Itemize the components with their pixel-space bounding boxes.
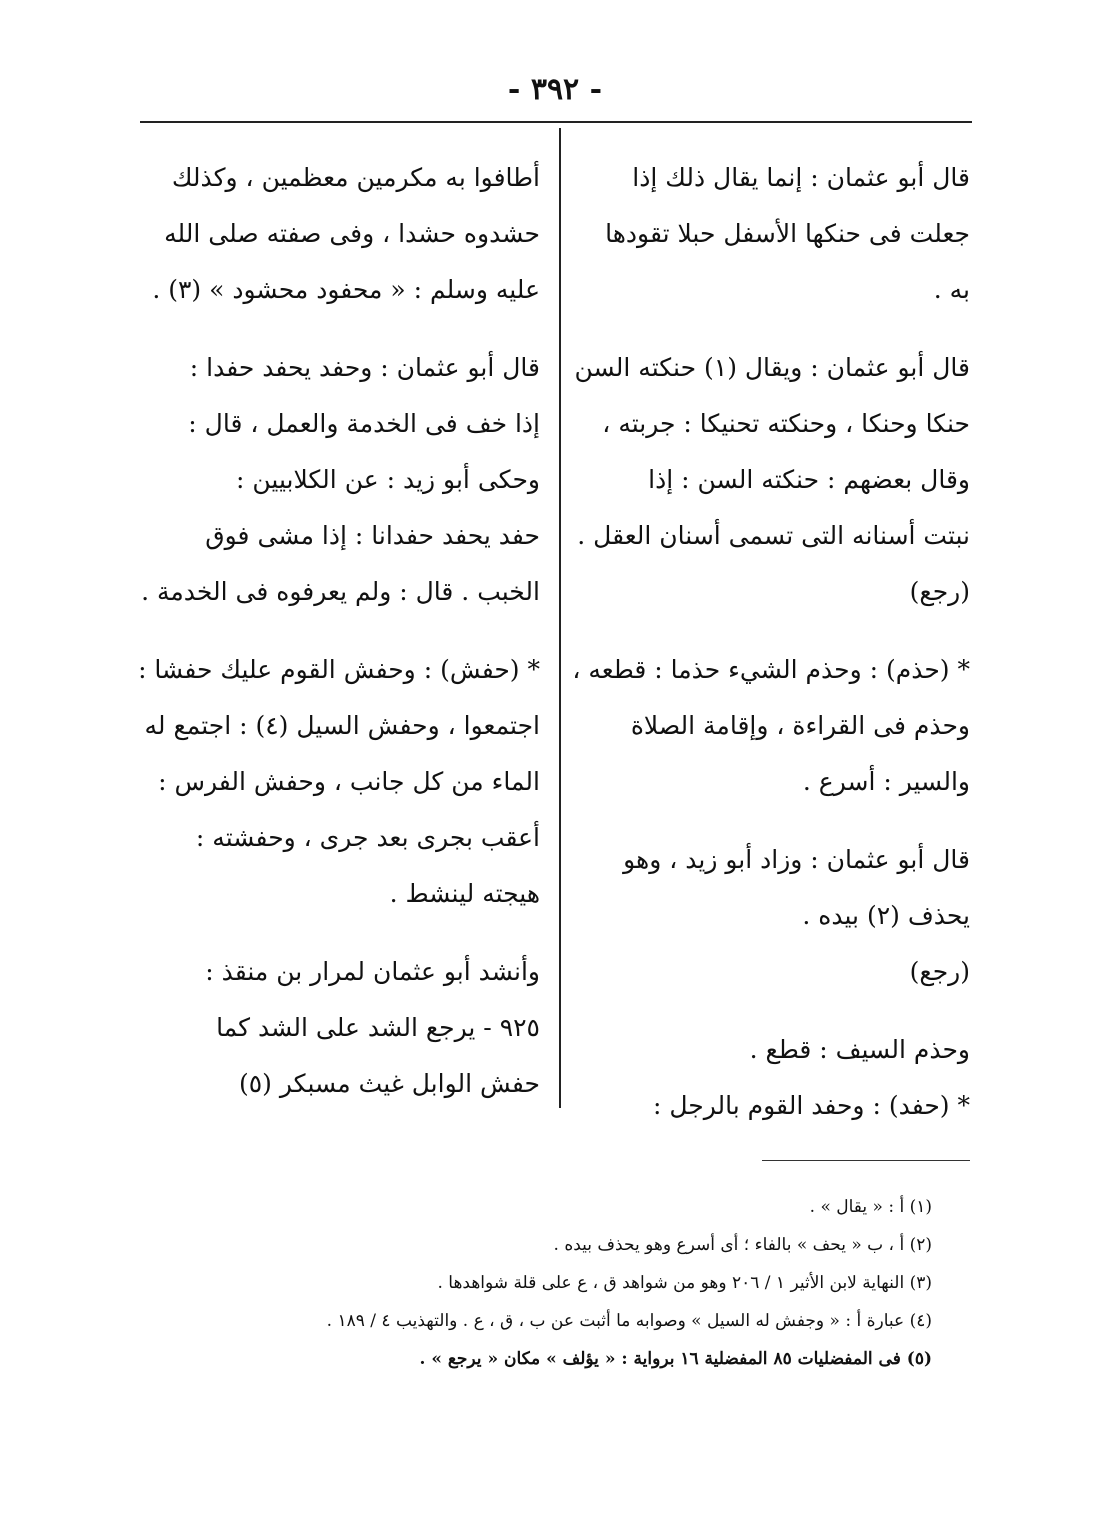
footnote: (٥) فى المفضليات ٨٥ المفضلية ١٦ برواية : « يؤلف » مكان « يرجع » . bbox=[419, 1349, 932, 1369]
text-line: الماء من كل جانب ، وحفش الفرس : bbox=[158, 767, 540, 796]
text-line: والسير : أسرع . bbox=[802, 767, 970, 796]
text-line: الخبب . قال : ولم يعرفوه فى الخدمة . bbox=[141, 577, 540, 606]
footnotes bbox=[140, 1188, 932, 1378]
page-number: - ٣٩٢ - bbox=[507, 72, 603, 107]
paragraph-gap bbox=[585, 620, 970, 642]
text-line: قال أبو عثمان : وحفد يحفد حفدا : bbox=[189, 353, 540, 382]
footnote: (٤) عبارة أ : « وجفش له السيل » وصوابه ما أثبت عن ب ، ق ، ع . والتهذيب ٤ / ١٨٩ . bbox=[326, 1311, 932, 1331]
paragraph-gap bbox=[150, 620, 540, 642]
text-line: حفش الوابل غيث مسبكر (٥) bbox=[238, 1069, 540, 1098]
paragraph-gap bbox=[150, 922, 540, 944]
text-line: هيجته لينشط . bbox=[389, 879, 540, 908]
text-line: أعقب بجرى بعد جرى ، وحفشته : bbox=[195, 823, 540, 852]
text-line: اجتمعوا ، وحفش السيل (٤) : اجتمع له bbox=[144, 711, 540, 740]
column-divider bbox=[559, 128, 561, 1108]
text-line: قال أبو عثمان : ويقال (١) حنكته السن bbox=[574, 353, 970, 382]
text-line: * (حذم) : وحذم الشيء حذما : قطعه ، bbox=[572, 655, 970, 684]
footnote-rule bbox=[762, 1160, 970, 1161]
text-line: نبتت أسنانه التى تسمى أسنان العقل . bbox=[577, 521, 970, 550]
text-line: وحكى أبو زيد : عن الكلابيين : bbox=[236, 465, 540, 494]
paragraph-gap bbox=[585, 810, 970, 832]
text-line: به . bbox=[933, 275, 970, 304]
text-line: عليه وسلم : « محفود محشود » (٣) . bbox=[152, 275, 540, 304]
left-column bbox=[138, 150, 540, 1112]
text-line: حشدوه حشدا ، وفى صفته صلى الله bbox=[164, 219, 540, 248]
text-line: (رجع) bbox=[909, 957, 970, 986]
text-line: قال أبو عثمان : وزاد أبو زيد ، وهو bbox=[623, 845, 970, 874]
text-line: إذا خف فى الخدمة والعمل ، قال : bbox=[188, 409, 540, 438]
footnote: (٣) النهاية لابن الأثير ١ / ٢٠٦ وهو من شواهد ق ، ع على قلة شواهدها . bbox=[437, 1273, 932, 1293]
text-line: جعلت فى حنكها الأسفل حبلا تقودها bbox=[605, 219, 970, 248]
text-line: * (حفش) : وحفش القوم عليك حفشا : bbox=[138, 655, 540, 684]
text-line: * (حفد) : وحفد القوم بالرجل : bbox=[652, 1091, 970, 1120]
text-line: حفد يحفد حفدانا : إذا مشى فوق bbox=[205, 521, 540, 550]
text-line: وأنشد أبو عثمان لمرار بن منقذ : bbox=[205, 957, 540, 986]
text-line: قال أبو عثمان : إنما يقال ذلك إذا bbox=[632, 163, 970, 192]
paragraph-gap bbox=[585, 318, 970, 340]
header-rule bbox=[140, 121, 972, 123]
text-line: ٩٢٥ - يرجع الشد على الشد كما bbox=[216, 1013, 540, 1042]
text-line: (رجع) bbox=[909, 577, 970, 606]
text-line: حنكا وحنكا ، وحنكته تحنيكا : جربته ، bbox=[602, 409, 970, 438]
text-line: أطافوا به مكرمين معظمين ، وكذلك bbox=[171, 163, 540, 192]
footnote: (٢) أ ، ب « يحف » بالفاء ؛ أى أسرع وهو يحذف بيده . bbox=[553, 1235, 932, 1255]
text-line: وحذم السيف : قطع . bbox=[749, 1035, 970, 1064]
text-line: يحذف (٢) بيده . bbox=[802, 901, 970, 930]
text-line: وحذم فى القراءة ، وإقامة الصلاة bbox=[630, 711, 970, 740]
text-line: وقال بعضهم : حنكته السن : إذا bbox=[648, 465, 970, 494]
right-column bbox=[572, 150, 970, 1134]
footnote: (١) أ : « يقال » . bbox=[809, 1197, 932, 1217]
paragraph-gap bbox=[585, 1000, 970, 1022]
paragraph-gap bbox=[150, 318, 540, 340]
